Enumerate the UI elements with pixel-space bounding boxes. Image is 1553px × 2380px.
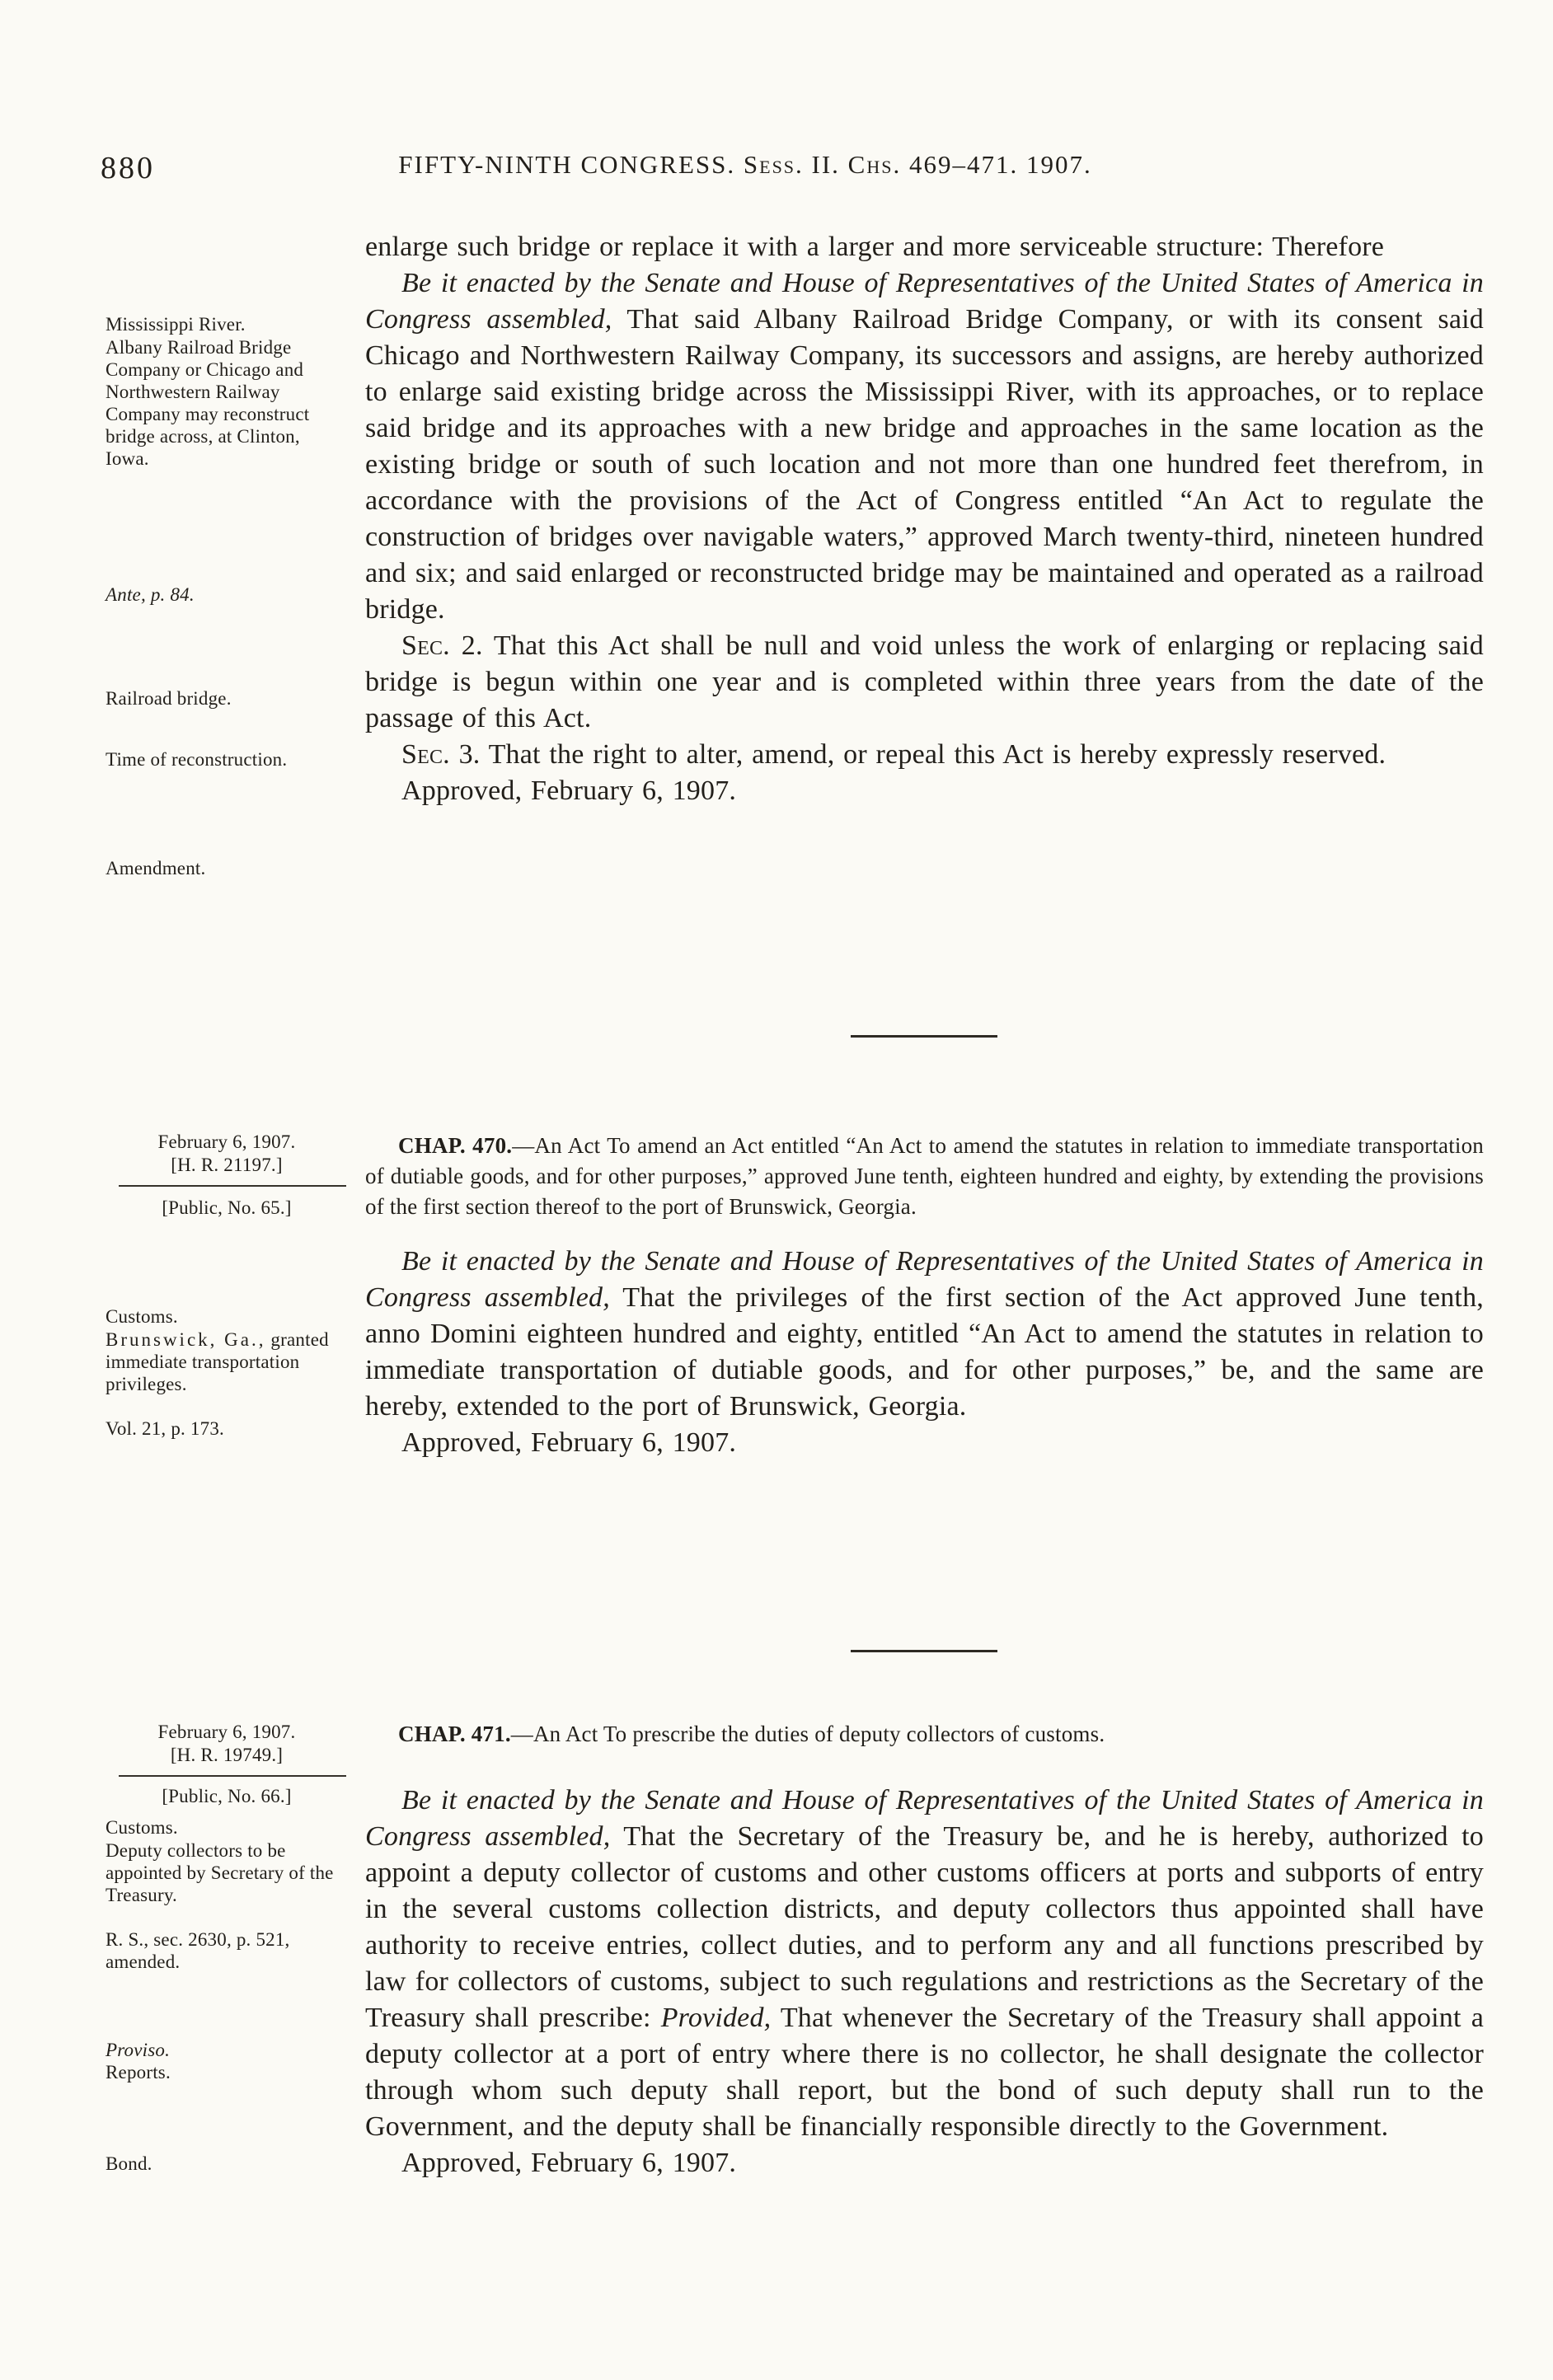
headnote-text: —An Act To prescribe the duties of deputy collectors of customs. bbox=[510, 1722, 1105, 1746]
margin-note-reports: Reports. bbox=[106, 2062, 171, 2082]
text-run: That this Act shall be null and void unless the work of enlarging or replacing said bridge is begun within one year and is completed within three years from the date of the passage of this Act. bbox=[365, 630, 1484, 733]
running-head bbox=[101, 150, 1484, 190]
margin-note-customs: Customs. bbox=[106, 1306, 178, 1327]
chapter-label: CHAP. 471. bbox=[398, 1722, 511, 1746]
headnote-text: —An Act To amend an Act entitled “An Act to amend the statutes in relation to immediate transportation of dutiable goods, and for other purposes,” approved June tenth, eighteen hundred and eighty, by extending the provisions of the first section thereof to the port of Brunswick, Georgia. bbox=[365, 1133, 1485, 1219]
text-run: That the Secretary of the Treasury be, and he is hereby, authorized to appoint a deputy collector of customs and other customs officers at ports and subports of entry in the several customs collection districts, and deputy collectors thus appointed shall have authority to receive entries, collect duties, and to perform any and all functions prescribed by law for collectors of customs, subject to such regulations and restrictions as the Secretary of the Treasury shall prescribe: bbox=[365, 1821, 1484, 2033]
margin-note-subject-body: Albany Railroad Bridge Company or Chicago and Northwestern Railway Company may reconstruct bridge across, at Clinton, Iowa. bbox=[106, 337, 310, 469]
text-run: That the right to alter, amend, or repeal this Act is hereby expressly reserved. bbox=[480, 739, 1386, 770]
chapter-label: CHAP. 470. bbox=[398, 1133, 513, 1158]
margin-note-volume-reference: Vol. 21, p. 173. bbox=[106, 1418, 224, 1439]
margin-note-rule bbox=[119, 1185, 346, 1187]
margin-notes-column-471 bbox=[106, 1719, 353, 2181]
text-run: That said Albany Railroad Bridge Company, or with its consent said Chicago and Northwestern Railway Company, its successors and assigns, are hereby authorized to enlarge said existing bridge across the Mississippi River, with its approaches, or to replace said bridge and its approaches with a new bridge and approaches in the same location as the existing bridge or south of such location and not more than one hundred feet therefrom, in accordance with the provisions of the Act of Congress entitled “An Act to regulate the construction of bridges over navigable waters,” approved March twenty-third, nineteen hundred and six; and said enlarged or reconstructed bridge may be maintained and operated as a railroad bridge. bbox=[365, 304, 1484, 625]
margin-note-rule bbox=[119, 1775, 346, 1777]
section-divider bbox=[851, 1650, 997, 1652]
paragraph-continuation bbox=[365, 229, 1484, 265]
paragraph-enacting-clause bbox=[365, 1783, 1484, 2145]
margin-note-bill-number: [H. R. 19749.] bbox=[170, 1745, 284, 1765]
enacting-clause-text: Be it enacted by the Senate and House of Representatives of the United States of America in Congress assembled, bbox=[365, 1246, 1484, 1313]
chapter-headnote bbox=[365, 1719, 1484, 1750]
margin-note-subject-head: Mississippi River. bbox=[106, 314, 246, 335]
page-number: 880 bbox=[101, 151, 155, 185]
approval-line: Approved, February 6, 1907. bbox=[401, 1427, 737, 1458]
margin-note-time-of-reconstruction: Time of reconstruction. bbox=[106, 749, 288, 770]
text-run: That whenever the Secretary of the Treasury shall appoint a deputy collector at a port of entry where there is no collector, he shall designate the collector through whom such deputy shall report, but the bond of such deputy shall run to the Government, and the deputy shall be financially responsible directly to the Government. bbox=[365, 2003, 1484, 2142]
approval-line: Approved, February 6, 1907. bbox=[401, 2148, 737, 2178]
chapter-469-section bbox=[106, 229, 1484, 878]
paragraph-enacting-clause bbox=[365, 1244, 1484, 1425]
margin-note-public-number: [Public, No. 65.] bbox=[162, 1197, 292, 1218]
section-divider bbox=[851, 1035, 997, 1038]
text-run: enlarge such bridge or replace it with a larger and more serviceable structure: Therefore bbox=[365, 232, 1385, 262]
paragraph-enacting-clause bbox=[365, 265, 1484, 628]
margin-note-bill-number: [H. R. 21197.] bbox=[171, 1155, 283, 1175]
margin-note-ante-reference: Ante, p. 84. bbox=[106, 584, 195, 605]
margin-note-subject-rest: granted immediate transportation privileges. bbox=[106, 1329, 329, 1394]
act-text-column-470 bbox=[365, 1131, 1484, 1461]
margin-note-date: February 6, 1907. bbox=[157, 1722, 296, 1742]
margin-notes-column-469 bbox=[106, 229, 353, 878]
text-run: That the privileges of the first section of the Act approved June tenth, anno Domini eighteen hundred and eighty, entitled “An Act to amend the statutes in relation to immediate transportation of dutiable goods, and for other purposes,” be, and the same are hereby, extended to the port of Brunswick, Georgia. bbox=[365, 1282, 1484, 1422]
section-3-label: Sec. 3. bbox=[401, 739, 481, 770]
act-text-column-471 bbox=[365, 1719, 1484, 2181]
margin-note-revised-statutes-reference: R. S., sec. 2630, p. 521, amended. bbox=[106, 1929, 290, 1972]
enacting-clause-text: Be it enacted by the Senate and House of Representatives of the United States of America in Congress assembled, bbox=[365, 1785, 1484, 1852]
act-text-column-469 bbox=[365, 229, 1484, 809]
margin-note-bond: Bond. bbox=[106, 2153, 152, 2174]
margin-notes-column-470 bbox=[106, 1131, 353, 1461]
margin-note-subject bbox=[106, 1328, 348, 1395]
section-2-label: Sec. 2. bbox=[401, 630, 483, 661]
margin-note-date: February 6, 1907. bbox=[157, 1131, 296, 1152]
paragraph-section-2 bbox=[365, 628, 1484, 737]
margin-note-public-number: [Public, No. 66.] bbox=[162, 1786, 292, 1806]
chapter-471-section bbox=[106, 1719, 1484, 2181]
paragraph-section-3 bbox=[365, 737, 1484, 773]
running-head-title: FIFTY-NINTH CONGRESS. Sess. II. Chs. 469–471. 1907. bbox=[398, 150, 1092, 179]
approval-line: Approved, February 6, 1907. bbox=[401, 775, 737, 806]
margin-note-proviso: Proviso. bbox=[106, 2040, 171, 2060]
enacting-clause-text: Be it enacted by the Senate and House of Representatives of the United States of America in Congress assembled, bbox=[365, 268, 1484, 335]
chapter-headnote bbox=[365, 1131, 1484, 1222]
margin-note-subject-spaced: Brunswick, Ga., bbox=[106, 1329, 266, 1350]
margin-note-customs: Customs. bbox=[106, 1817, 178, 1838]
chapter-470-section bbox=[106, 1131, 1484, 1461]
margin-note-subject: Deputy collectors to be appointed by Secretary of the Treasury. bbox=[106, 1840, 334, 1905]
proviso-label: Provided, bbox=[660, 2003, 772, 2033]
margin-note-railroad-bridge: Railroad bridge. bbox=[106, 688, 232, 709]
margin-note-amendment: Amendment. bbox=[106, 858, 206, 878]
